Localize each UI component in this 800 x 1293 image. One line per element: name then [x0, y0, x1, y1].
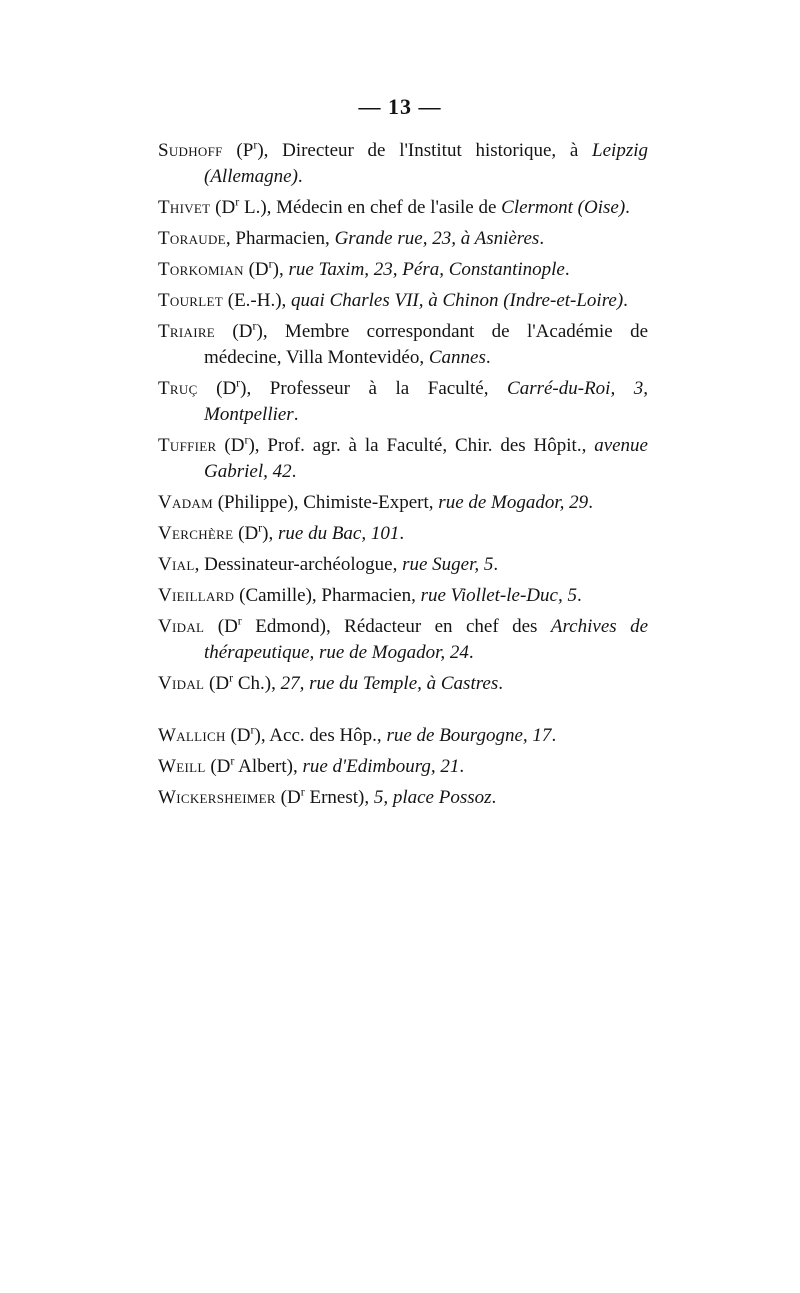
list-item: Verchère $(D^r)$, rue du Bac, 101. [158, 520, 405, 544]
entry-name: Weill [158, 756, 206, 777]
entry-title: D [238, 321, 253, 342]
entry-name: Tourlet [158, 290, 223, 311]
entry-address: rue de Mogador, 29 [438, 492, 589, 513]
entry-title: Philippe [224, 492, 288, 513]
entry-title: D [286, 787, 301, 808]
entry-text: , Pharmacien, [311, 585, 421, 606]
entry-title-sup: r [229, 670, 234, 685]
entry-text: , [364, 787, 374, 808]
entry-title-sup: r [244, 432, 249, 447]
entry-title-sup: r [230, 753, 235, 768]
entry-address: 5, place Possoz [373, 787, 492, 808]
list-item: Wallich $(D^r)$, Acc. des Hôp., rue de Bourgogne, 17. [158, 722, 557, 746]
entry-title: D [224, 616, 238, 637]
list-item: Weill ($D^r$ Albert), rue d'Edimbourg, 21. [158, 753, 465, 777]
entry-title-sup: r [268, 256, 273, 271]
entry-end: . [459, 756, 465, 777]
list-item: Tourlet (E.-H.), quai Charles VII, à Chinon (Indre-et-Loire). [158, 290, 628, 311]
entry-address: Carré-du-Roi, 3, Montpellier [204, 378, 649, 425]
entry-title-sup: r [252, 318, 257, 333]
entry-text: , [268, 523, 278, 544]
entry-title: Camille [245, 585, 306, 606]
entry-title: D [236, 725, 251, 746]
entry-text: , Professeur à la Faculté, [246, 378, 508, 399]
entry-end: . [491, 787, 497, 808]
list-item [158, 226, 648, 252]
entry-end: . [623, 290, 628, 311]
entry-text: , Chimiste-Expert, [293, 492, 439, 513]
entry-address: Grande rue, 23, à Asnières [334, 228, 540, 249]
entry-end: . [539, 228, 545, 249]
entry-name: Wickersheimer [158, 787, 276, 808]
entry-name: Vieillard [158, 585, 235, 606]
list-item: Truç $(D^r)$, Professeur à la Faculté, Carré-du-Roi, 3, Montpellier. [158, 375, 649, 425]
entry-end: . [588, 492, 593, 513]
entry-name: Sudhoff [158, 140, 223, 161]
entry-title-rest: L. [239, 197, 261, 218]
entry-title-sup: r [253, 137, 258, 152]
entry-end: . [297, 166, 303, 187]
list-item: Vidal ($D^r$ Edmond), Rédacteur en chef des Archives de thérapeutique, rue de Mogador, 24. [158, 613, 649, 663]
entry-address: 27, rue du Temple, à Castres [280, 673, 499, 694]
page-number: — 13 — [358, 94, 442, 119]
entry-name: Thivet [158, 197, 211, 218]
list-item: Vidal ($D^r$ Ch.), 27, rue du Temple, à Castres. [158, 670, 503, 694]
entry-title-sup: r [235, 194, 240, 209]
list-item: Tuffier $(D^r)$, Prof. agr. à la Faculté, Chir. des Hôpit., avenue Gabriel, 42. [158, 432, 648, 482]
entry-address: rue Viollet-le-Duc, 5 [420, 585, 577, 606]
entry-name: Vidal [158, 673, 205, 694]
entry-address: rue Taxim, 23, Péra, Constantinople [288, 259, 565, 280]
entry-name: Wallich [158, 725, 226, 746]
list-item [158, 552, 648, 578]
entry-title-sup: r [250, 722, 255, 737]
list-item: Wickersheimer ($D^r$ Ernest), 5, place Possoz. [158, 784, 497, 808]
entry-address: Clermont (Oise) [501, 197, 626, 218]
entry-end: . [498, 673, 503, 694]
entry-address: avenue Gabriel, 42 [204, 435, 648, 482]
entry-name: Tuffier [158, 435, 217, 456]
entry-title: D [215, 673, 230, 694]
entry-title-sup: r [237, 613, 242, 628]
entry-title-sup: r [300, 784, 305, 799]
entry-end: . [564, 259, 570, 280]
entry-end: . [551, 725, 557, 746]
entry-end: . [493, 554, 499, 575]
entry-address: rue d'Edimbourg, 21 [302, 756, 460, 777]
entry-address: Cannes [428, 347, 486, 368]
entry-end: . [468, 642, 474, 663]
entry-title: E.-H. [234, 290, 276, 311]
entry-title: D [254, 259, 269, 280]
list-item: Triaire $(D^r)$, Membre correspondant de l'Académie de médecine, Villa Montevidéo, Cannes. [158, 318, 648, 368]
entry-text: , Acc. des Hôp., [260, 725, 387, 746]
entry-name: Torkomian [158, 259, 244, 280]
entry-title-sup: r [236, 375, 241, 390]
entry-title: P [242, 140, 254, 161]
entry-name: Vidal [158, 616, 205, 637]
entry-title: D [222, 378, 237, 399]
entry-end: . [625, 197, 630, 218]
entry-title-rest: Albert [234, 756, 287, 777]
entry-address: Leipzig (Allemagne) [204, 140, 648, 187]
member-list [158, 138, 648, 816]
entry-address: quai Charles VII, à Chinon (Indre-et-Loire) [291, 290, 624, 311]
entry-title-rest: Edmond [241, 616, 320, 637]
entry-name: Vadam [158, 492, 213, 513]
entry-text: , [281, 290, 292, 311]
list-item: Torkomian $(D^r)$, rue Taxim, 23, Péra, Constantinople. [158, 256, 570, 280]
list-item: Vadam (Philippe), Chimiste-Expert, rue de Mogador, 29. [158, 492, 593, 513]
entry-text: , [292, 756, 303, 777]
entry-text: , Prof. agr. à la Faculté, Chir. des Hôpit., [254, 435, 595, 456]
entry-name: Vial [158, 554, 195, 575]
entry-name: Truç [158, 378, 198, 399]
entry-title: D [230, 435, 245, 456]
list-item: Thivet ($D^r$ L.), Médecin en chef de l'asile de Clermont (Oise). [158, 194, 630, 218]
entry-text: , [278, 259, 289, 280]
entry-title: D [221, 197, 236, 218]
entry-text: , [271, 673, 281, 694]
entry-text: , Pharmacien, [225, 228, 335, 249]
entry-end: . [291, 461, 297, 482]
entry-text: , Directeur de l'Institut historique, à [263, 140, 593, 161]
entry-name: Verchère [158, 523, 234, 544]
entry-text: , Dessinateur-archéologue, [194, 554, 403, 575]
entry-end: . [576, 585, 582, 606]
entry-text: , Membre correspondant de l'Académie de médecine, Villa Montevidéo, [204, 321, 648, 368]
entry-title-rest: Ernest [304, 787, 359, 808]
entry-end: . [485, 347, 491, 368]
list-item: Vieillard (Camille), Pharmacien, rue Viollet-le-Duc, 5. [158, 585, 582, 606]
entry-title-rest: Ch. [233, 673, 265, 694]
entry-text: , Médecin en chef de l'asile de [266, 197, 502, 218]
entry-title: D [216, 756, 231, 777]
entry-address: Archives de thérapeutique, rue de Mogador, 24 [204, 616, 649, 663]
entry-text: , Rédacteur en chef des [325, 616, 551, 637]
entry-address: rue de Bourgogne, 17 [386, 725, 552, 746]
entry-title-sup: r [258, 520, 263, 535]
entry-name: Triaire [158, 321, 216, 342]
entry-name: Toraude [158, 228, 226, 249]
entry-end: . [293, 404, 299, 425]
entry-address: rue du Bac, 101 [278, 523, 400, 544]
entry-address: rue Suger, 5 [402, 554, 494, 575]
entry-title: D [244, 523, 259, 544]
entry-end: . [399, 523, 405, 544]
list-item: Sudhoff $(P^r)$, Directeur de l'Institut historique, à Leipzig (Allemagne). [158, 137, 648, 187]
